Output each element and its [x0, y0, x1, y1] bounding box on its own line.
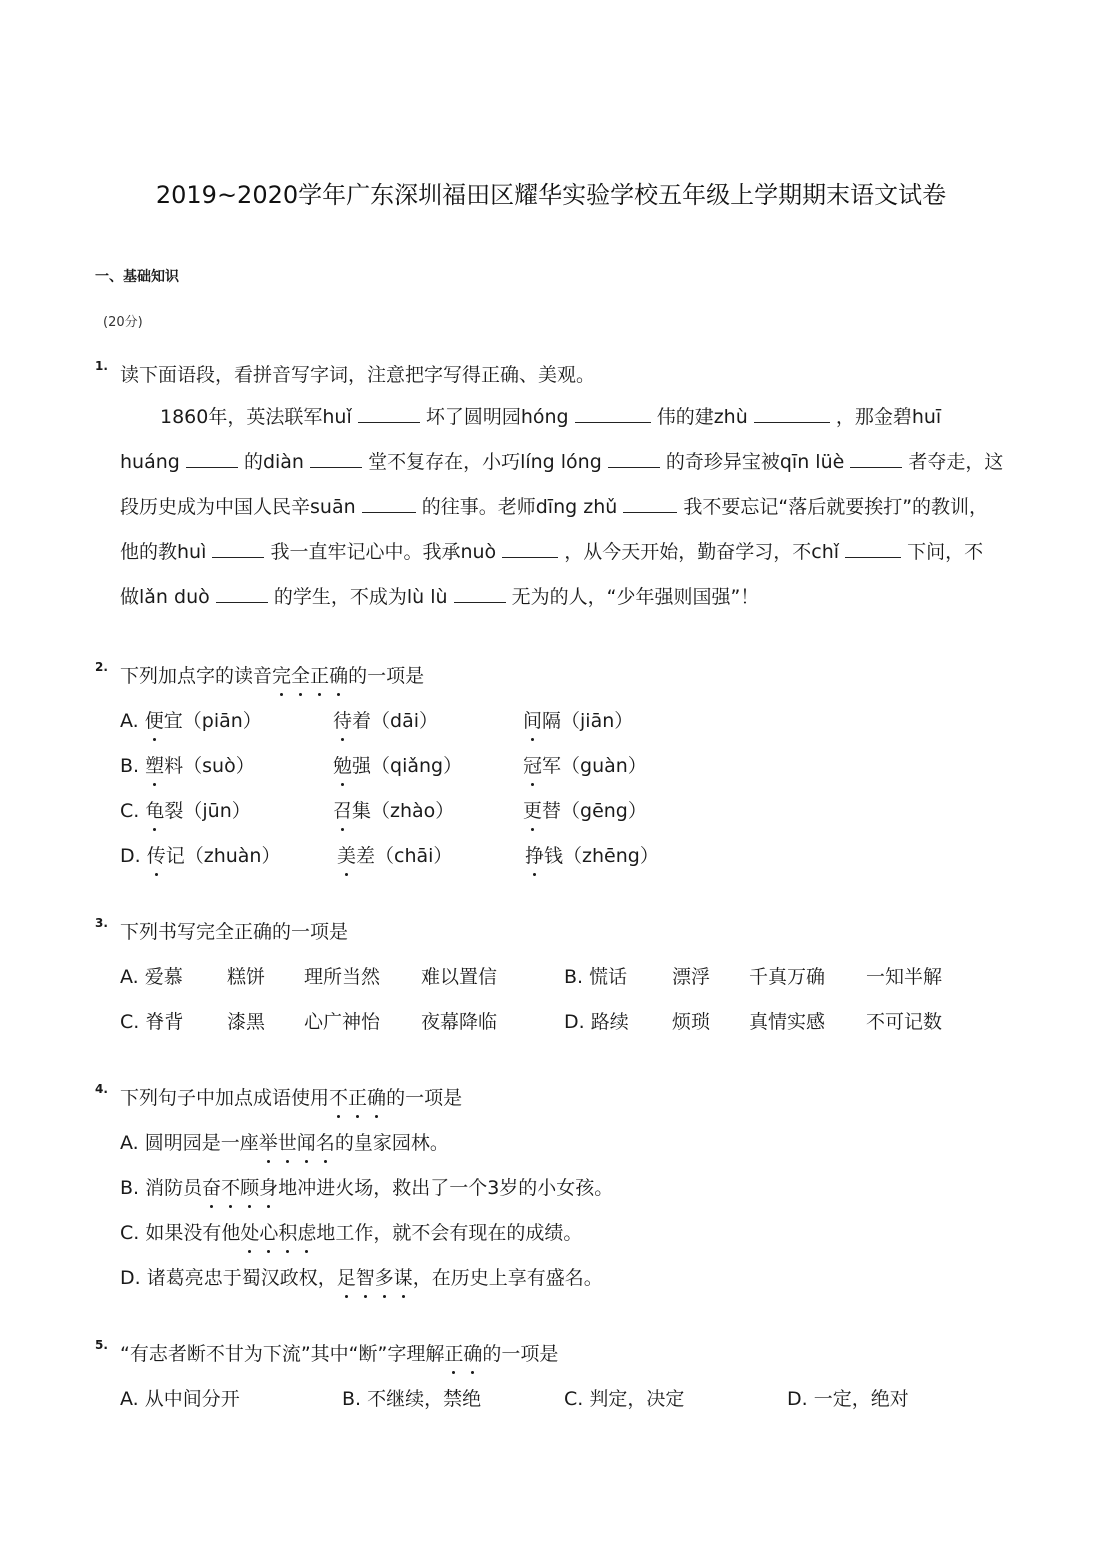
- answer-blank[interactable]: [754, 404, 830, 423]
- section-score: (20分): [103, 315, 143, 330]
- q4-option-b[interactable]: B. 消防员奋不顾身地冲进火场，救出了一个3岁的小女孩。: [120, 1173, 613, 1200]
- q1-text: 坏了圆明园hóng: [425, 406, 569, 428]
- q1-text: 我一直牢记心中。我承nuò: [270, 541, 497, 563]
- idiom-dotted: [202, 1177, 278, 1199]
- q1-text: 做lǎn duò: [120, 586, 210, 608]
- q3-word: 理所当然: [304, 966, 381, 988]
- q3-word: 漆黑: [227, 1011, 266, 1033]
- q3-option-a[interactable]: A. 爱慕: [120, 966, 183, 988]
- answer-blank[interactable]: [575, 404, 651, 423]
- answer-blank[interactable]: [358, 404, 420, 423]
- q4-option-c[interactable]: C. 如果没有他处心积虑地工作，就不会有现在的成绩。: [120, 1218, 582, 1245]
- dotted-char: 虑: [297, 1218, 316, 1245]
- q1-text: 者夺走，这: [908, 451, 1004, 473]
- q3-word: 一知半解: [866, 966, 943, 988]
- q3-word: 漂浮: [672, 966, 711, 988]
- answer-blank[interactable]: [845, 539, 901, 558]
- q1-text: 段历史成为中国人民辛suān: [120, 496, 356, 518]
- q5-option-c[interactable]: C. 判定，决定: [564, 1388, 685, 1410]
- q5-option-d[interactable]: D. 一定，绝对: [787, 1388, 909, 1410]
- q4-option-a[interactable]: A. 圆明园是一座举世闻名的皇家园林。: [120, 1128, 449, 1155]
- q1-line-4: [120, 530, 983, 575]
- q2-prompt: 下列加点字的读音完全正确的一项是: [120, 661, 424, 688]
- q1-text: 的奇珍异宝被qīn lüè: [665, 451, 845, 473]
- q1-text: 1860年，英法联军huǐ: [160, 406, 352, 428]
- q2-option-d[interactable]: D. 传记（zhuàn）: [120, 841, 280, 868]
- q2-option-a-item: 待着（dāi）: [333, 706, 438, 733]
- answer-blank[interactable]: [362, 494, 416, 513]
- dotted-char: 足: [337, 1263, 356, 1290]
- q1-text: 伟的建zhù: [656, 406, 748, 428]
- q2-option-b[interactable]: B. 塑料（suò）: [120, 751, 255, 778]
- q1-text: ，从今天开始，勤奋学习，不chǐ: [564, 541, 840, 563]
- dotted-char: 积: [278, 1218, 297, 1245]
- q3-word: 夜幕降临: [421, 1011, 498, 1033]
- q2-option-a[interactable]: A. 便宜（piān）: [120, 706, 262, 733]
- q2-option-b-item: 冠军（guàn）: [523, 751, 647, 778]
- q1-text: 下问，不: [907, 541, 984, 563]
- q1-text: 的学生，不成为lù lù: [273, 586, 448, 608]
- dotted-char: 谋: [394, 1263, 413, 1290]
- q1-prompt: 读下面语段，看拼音写字词，注意把字写得正确、美观。: [120, 364, 596, 386]
- q5-number: 5.: [95, 1338, 108, 1352]
- answer-blank[interactable]: [212, 539, 264, 558]
- q3-word: 糕饼: [227, 966, 266, 988]
- q3-word: 心广神怡: [304, 1011, 381, 1033]
- q1-line-5: [120, 575, 759, 620]
- answer-blank[interactable]: [216, 584, 268, 603]
- q4-number: 4.: [95, 1082, 108, 1096]
- q5-option-a[interactable]: A. 从中间分开: [120, 1388, 240, 1410]
- dotted-char: 奋: [202, 1173, 221, 1200]
- dotted-char: 顾: [240, 1173, 259, 1200]
- q3-word: 烦琐: [672, 1011, 711, 1033]
- q1-text: huáng: [120, 451, 180, 473]
- q1-text: 无为的人，“少年强则国强”！: [511, 586, 760, 608]
- answer-blank[interactable]: [454, 584, 506, 603]
- q2-option-b-item: 勉强（qiǎng）: [333, 751, 462, 778]
- q3-word: 千真万确: [749, 966, 826, 988]
- dotted-char: 多: [375, 1263, 394, 1290]
- idiom-dotted: [337, 1267, 413, 1289]
- q3-word: 不可记数: [866, 1011, 943, 1033]
- q2-option-a-item: 间隔（jiān）: [523, 706, 633, 733]
- exam-title: 2019~2020学年广东深圳福田区耀华实验学校五年级上学期期末语文试卷: [155, 181, 947, 209]
- q4-option-d[interactable]: D. 诸葛亮忠于蜀汉政权，足智多谋，在历史上享有盛名。: [120, 1263, 603, 1290]
- q3-option-d[interactable]: D. 路续: [564, 1011, 629, 1033]
- dotted-char: 心: [259, 1218, 278, 1245]
- dotted-char: 闻: [297, 1128, 316, 1155]
- q2-option-d-item: 美差（chāi）: [337, 841, 452, 868]
- q3-option-b[interactable]: B. 慌话: [564, 966, 628, 988]
- q3-option-c[interactable]: C. 脊背: [120, 1011, 184, 1033]
- dotted-char: 世: [278, 1128, 297, 1155]
- q1-text: 的往事。老师dīng zhǔ: [421, 496, 618, 518]
- dotted-char: 名: [316, 1128, 335, 1155]
- q3-prompt: 下列书写完全正确的一项是: [120, 921, 349, 943]
- q3-number: 3.: [95, 916, 108, 930]
- dotted-char: 处: [240, 1218, 259, 1245]
- dotted-char: 智: [356, 1263, 375, 1290]
- q1-line-1: [160, 395, 941, 440]
- q5-prompt: “有志者断不甘为下流”其中“断”字理解正确的一项是: [120, 1339, 558, 1366]
- q2-option-c-item: 更替（gēng）: [523, 796, 647, 823]
- q1-number: 1.: [95, 359, 108, 373]
- q1-line-3: [120, 485, 988, 530]
- q5-option-b[interactable]: B. 不继续，禁绝: [342, 1388, 482, 1410]
- section-heading: 一、基础知识: [95, 269, 179, 285]
- q2-number: 2.: [95, 660, 108, 674]
- idiom-dotted: [259, 1132, 335, 1154]
- answer-blank[interactable]: [623, 494, 677, 513]
- q1-text: 堂不复存在，小巧líng lóng: [368, 451, 602, 473]
- q1-text: 他的教huì: [120, 541, 207, 563]
- answer-blank[interactable]: [608, 449, 660, 468]
- q3-word: 难以置信: [421, 966, 498, 988]
- q2-option-c[interactable]: C. 龟裂（jūn）: [120, 796, 251, 823]
- answer-blank[interactable]: [502, 539, 558, 558]
- q4-prompt: 下列句子中加点成语使用不正确的一项是: [120, 1083, 462, 1110]
- answer-blank[interactable]: [850, 449, 902, 468]
- q3-word: 真情实感: [749, 1011, 826, 1033]
- answer-blank[interactable]: [310, 449, 362, 468]
- q2-option-c-item: 召集（zhào）: [333, 796, 454, 823]
- q1-line-2: [120, 440, 1003, 485]
- q1-text: ，那金碧huī: [835, 406, 942, 428]
- idiom-dotted: [240, 1222, 316, 1244]
- answer-blank[interactable]: [186, 449, 238, 468]
- q1-text: 的diàn: [243, 451, 304, 473]
- dotted-char: 举: [259, 1128, 278, 1155]
- dotted-char: 不: [221, 1173, 240, 1200]
- q2-option-d-item: 挣钱（zhēng）: [525, 841, 659, 868]
- dotted-char: 身: [259, 1173, 278, 1200]
- q1-text: 我不要忘记“落后就要挨打”的教训，: [683, 496, 989, 518]
